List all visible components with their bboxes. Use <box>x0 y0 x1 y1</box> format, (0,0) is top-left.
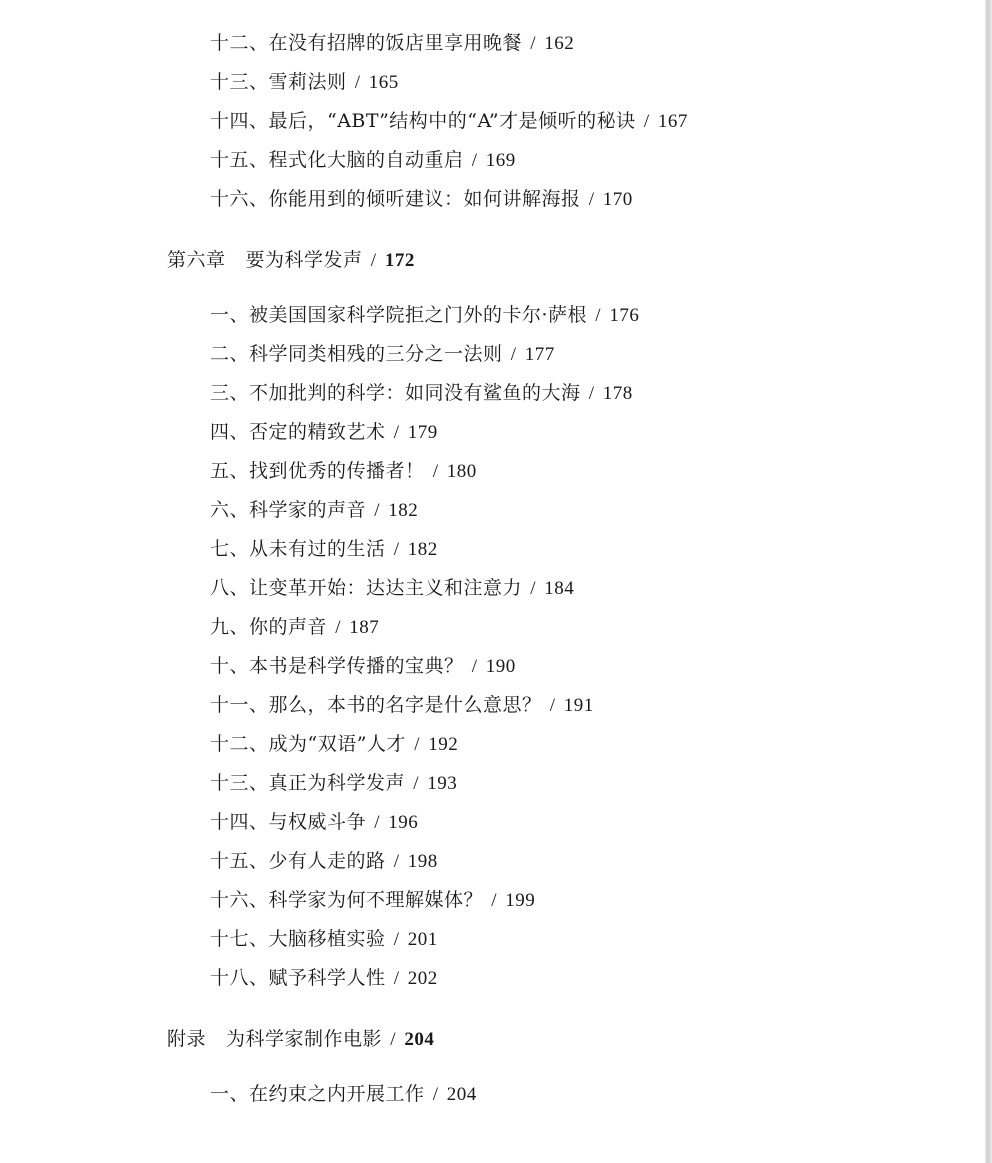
page-separator: / <box>583 383 600 404</box>
chapter-title: 要为科学发声 <box>245 249 363 271</box>
page-number: 192 <box>428 734 459 755</box>
toc-entry[interactable] <box>210 30 574 57</box>
page-separator: / <box>408 773 425 794</box>
page-number: 196 <box>388 812 419 833</box>
toc-entry[interactable] <box>210 186 633 213</box>
page-number: 165 <box>368 72 399 93</box>
toc-entry[interactable] <box>210 108 688 135</box>
entry-title: 六、科学家的声音 <box>210 499 367 521</box>
toc-entry[interactable] <box>210 419 438 446</box>
toc-entry[interactable] <box>210 770 457 797</box>
toc-entry[interactable] <box>210 848 438 875</box>
page-number: 178 <box>602 383 633 404</box>
page-separator: / <box>505 344 522 365</box>
toc-entry[interactable] <box>210 341 555 368</box>
page-separator: / <box>369 500 386 521</box>
toc-entry[interactable] <box>210 380 633 407</box>
entry-title: 十三、真正为科学发声 <box>210 772 406 794</box>
toc-entry[interactable] <box>210 458 477 485</box>
toc-entry[interactable] <box>210 302 639 329</box>
entry-title: 十四、最后，“ABT”结构中的“A”才是倾听的秘诀 <box>210 110 636 132</box>
page-number: 204 <box>446 1084 477 1105</box>
page-separator: / <box>385 1029 402 1050</box>
page-number: 199 <box>505 890 536 911</box>
page-separator: / <box>408 734 426 755</box>
toc-chapter[interactable] <box>167 1026 434 1053</box>
entry-title: 一、被美国国家科学院拒之门外的卡尔·萨根 <box>210 304 588 326</box>
toc-chapter[interactable] <box>167 247 415 274</box>
page-separator: / <box>330 617 347 638</box>
toc-entry[interactable] <box>210 926 438 953</box>
entry-title: 十五、程式化大脑的自动重启 <box>210 149 464 171</box>
entry-title: 十五、少有人走的路 <box>210 850 386 872</box>
entry-title: 十六、你能用到的倾听建议：如何讲解海报 <box>210 188 581 210</box>
page-number: 198 <box>407 851 438 872</box>
page-separator: / <box>638 111 655 132</box>
entry-title: 九、你的声音 <box>210 616 328 638</box>
page-separator: / <box>388 539 405 560</box>
page-separator: / <box>466 656 483 677</box>
chapter-number: 第六章 <box>167 249 226 271</box>
page-separator: / <box>427 1084 444 1105</box>
toc-entry[interactable] <box>210 69 399 96</box>
page-number: 167 <box>657 111 688 132</box>
page-number: 170 <box>602 189 633 210</box>
page-number: 176 <box>609 305 640 326</box>
page-separator: / <box>388 929 405 950</box>
page-separator: / <box>466 150 483 171</box>
page-separator: / <box>590 305 607 326</box>
entry-title: 十七、大脑移植实验 <box>210 928 386 950</box>
page-number: 191 <box>563 695 594 716</box>
page-number: 204 <box>404 1029 435 1050</box>
toc-entry[interactable] <box>210 809 418 836</box>
page-number: 182 <box>388 500 419 521</box>
toc-entry[interactable] <box>210 575 574 602</box>
entry-title: 三、不加批判的科学：如同没有鲨鱼的大海 <box>210 382 581 404</box>
entry-title: 十六、科学家为何不理解媒体？ <box>210 889 484 911</box>
page-number: 190 <box>485 656 516 677</box>
toc-entry[interactable] <box>210 147 516 174</box>
page-separator: / <box>388 968 405 989</box>
page-separator: / <box>486 890 503 911</box>
page-separator: / <box>544 695 561 716</box>
page-edge <box>985 0 992 1163</box>
chapter-title: 为科学家制作电影 <box>226 1028 383 1050</box>
page-number: 172 <box>384 250 415 271</box>
entry-title: 十二、在没有招牌的饭店里享用晚餐 <box>210 32 523 54</box>
toc-entry[interactable] <box>210 614 379 641</box>
toc-entry[interactable] <box>210 731 458 758</box>
page-number: 182 <box>407 539 438 560</box>
page-number: 169 <box>485 150 516 171</box>
toc-entry[interactable] <box>210 536 438 563</box>
page-separator: / <box>349 72 366 93</box>
page-number: 193 <box>427 773 458 794</box>
entry-title: 十二、成为“双语”人才 <box>210 733 406 755</box>
entry-title: 八、让变革开始：达达主义和注意力 <box>210 577 523 599</box>
page-separator: / <box>388 422 405 443</box>
toc-entry[interactable] <box>210 965 438 992</box>
entry-title: 十、本书是科学传播的宝典？ <box>210 655 464 677</box>
page-separator: / <box>525 33 542 54</box>
toc-entry[interactable] <box>210 692 594 719</box>
entry-title: 十四、与权威斗争 <box>210 811 367 833</box>
page-separator: / <box>427 461 444 482</box>
page-number: 201 <box>407 929 438 950</box>
page-number: 184 <box>544 578 575 599</box>
entry-title: 十三、雪莉法则 <box>210 71 347 93</box>
page-number: 179 <box>407 422 438 443</box>
entry-title: 七、从未有过的生活 <box>210 538 386 560</box>
page-separator: / <box>369 812 386 833</box>
entry-title: 一、在约束之内开展工作 <box>210 1083 425 1105</box>
entry-title: 二、科学同类相残的三分之一法则 <box>210 343 503 365</box>
page-separator: / <box>388 851 405 872</box>
entry-title: 四、否定的精致艺术 <box>210 421 386 443</box>
page-separator: / <box>525 578 542 599</box>
entry-title: 五、找到优秀的传播者！ <box>210 460 425 482</box>
toc-entry[interactable] <box>210 653 516 680</box>
toc-entry[interactable] <box>210 887 535 914</box>
toc-entry[interactable] <box>210 1081 477 1108</box>
toc-entry[interactable] <box>210 497 418 524</box>
page-number: 162 <box>544 33 575 54</box>
page-number: 202 <box>407 968 438 989</box>
entry-title: 十一、那么，本书的名字是什么意思？ <box>210 694 542 716</box>
chapter-number: 附录 <box>167 1028 207 1050</box>
page-separator: / <box>583 189 600 210</box>
page-number: 187 <box>349 617 380 638</box>
entry-title: 十八、赋予科学人性 <box>210 967 386 989</box>
page-number: 177 <box>524 344 555 365</box>
page-separator: / <box>365 250 382 271</box>
page-number: 180 <box>446 461 477 482</box>
